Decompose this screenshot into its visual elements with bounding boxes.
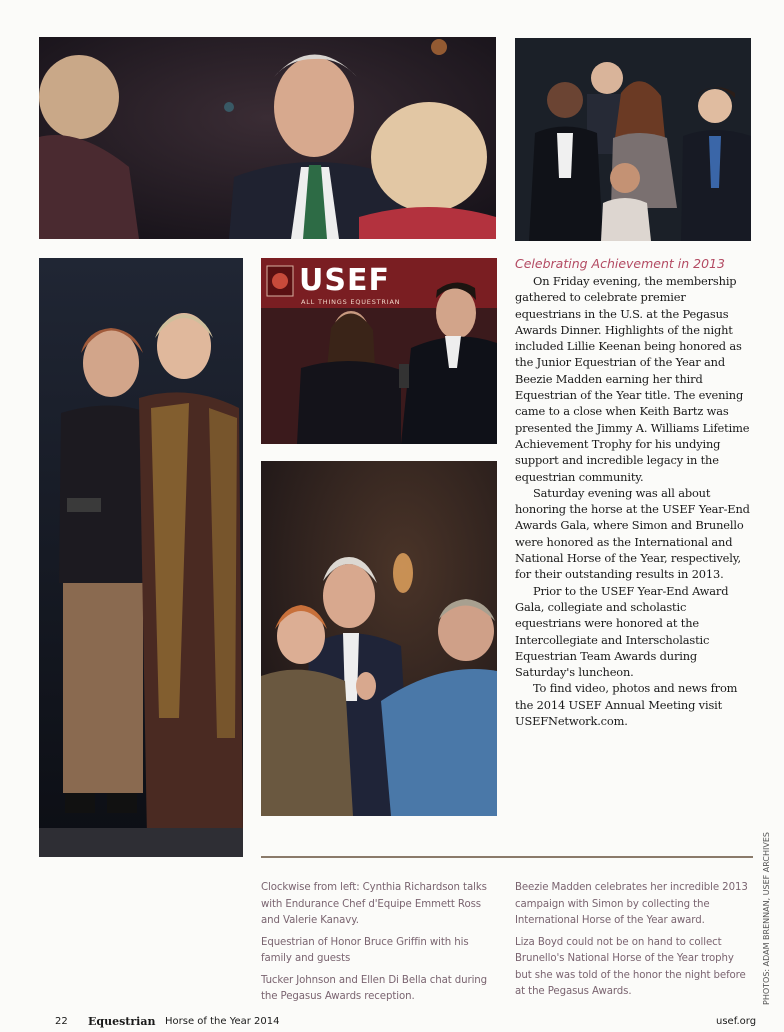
website-url: usef.org: [716, 1016, 757, 1027]
page-number: 22: [55, 1016, 68, 1027]
captions-left: [261, 880, 497, 1011]
article-paragraph: Prior to the USEF Year-End Award Gala, collegiate and scholastic equestrians were honored at the Intercollegiate and Interscholastic Equestrian Team Awards during Saturday's luncheon.: [515, 583, 729, 680]
caption-divider: [261, 856, 753, 858]
section-title: Horse of the Year 2014: [165, 1016, 280, 1027]
magazine-name: Equestrian: [88, 1015, 156, 1028]
photo-credit: PHOTOS: ADAM BRENNAN, USEF ARCHIVES: [762, 832, 771, 1005]
usef-banner-text: USEF: [299, 263, 390, 298]
photo-johnson-dibella: [261, 461, 497, 816]
article-paragraph: Saturday evening was all about honoring the horse at the USEF Year-End Awards Gala, where Simon and Brunello were honored as the International and National Horse of the Year, respectively, for their outstanding results in 2013.: [515, 485, 750, 582]
photo-usef-interview: [261, 258, 497, 444]
caption: Clockwise from left: Cynthia Richardson talks with Endurance Chef d'Equipe Emmett Ross and Valerie Kanavy.: [261, 882, 487, 926]
article-body: [515, 256, 751, 729]
caption: Equestrian of Honor Bruce Griffin with his family and guests: [261, 936, 469, 964]
photo-reception-conversation: [39, 37, 496, 239]
photo-griffin-family: [515, 38, 751, 241]
article-paragraph: On Friday evening, the membership gathered to celebrate premier equestrians in the U.S. at the Pegasus Awards Dinner. Highlights of the night included Lillie Keenan being honored as the Junior Equestrian of the Year and Beezie Madden earning her third Equestrian of the Year title. The evening came to a close when Keith Bartz was presented the Jimmy A. Williams Lifetime Achievement Trophy for his undying support and incredible legacy in the equestrian community.: [515, 274, 750, 484]
caption: Beezie Madden celebrates her incredible 2013 campaign with Simon by collecting the International Horse of the Year award.: [515, 882, 748, 926]
caption: Tucker Johnson and Ellen Di Bella chat during the Pegasus Awards reception.: [261, 974, 488, 1002]
usef-banner-subtext: ALL THINGS EQUESTRIAN: [301, 298, 401, 306]
captions-right: [515, 880, 751, 1006]
article-paragraph: To find video, photos and news from the 2014 USEF Annual Meeting visit USEFNetwork.com.: [515, 681, 738, 729]
caption: Liza Boyd could not be on hand to collect Brunello's National Horse of the Year trophy but she was told of the honor the night before at the Pegasus Awards.: [515, 936, 746, 997]
photo-madden-award: [39, 258, 243, 857]
article-heading: Celebrating Achievement in 2013: [515, 256, 725, 271]
